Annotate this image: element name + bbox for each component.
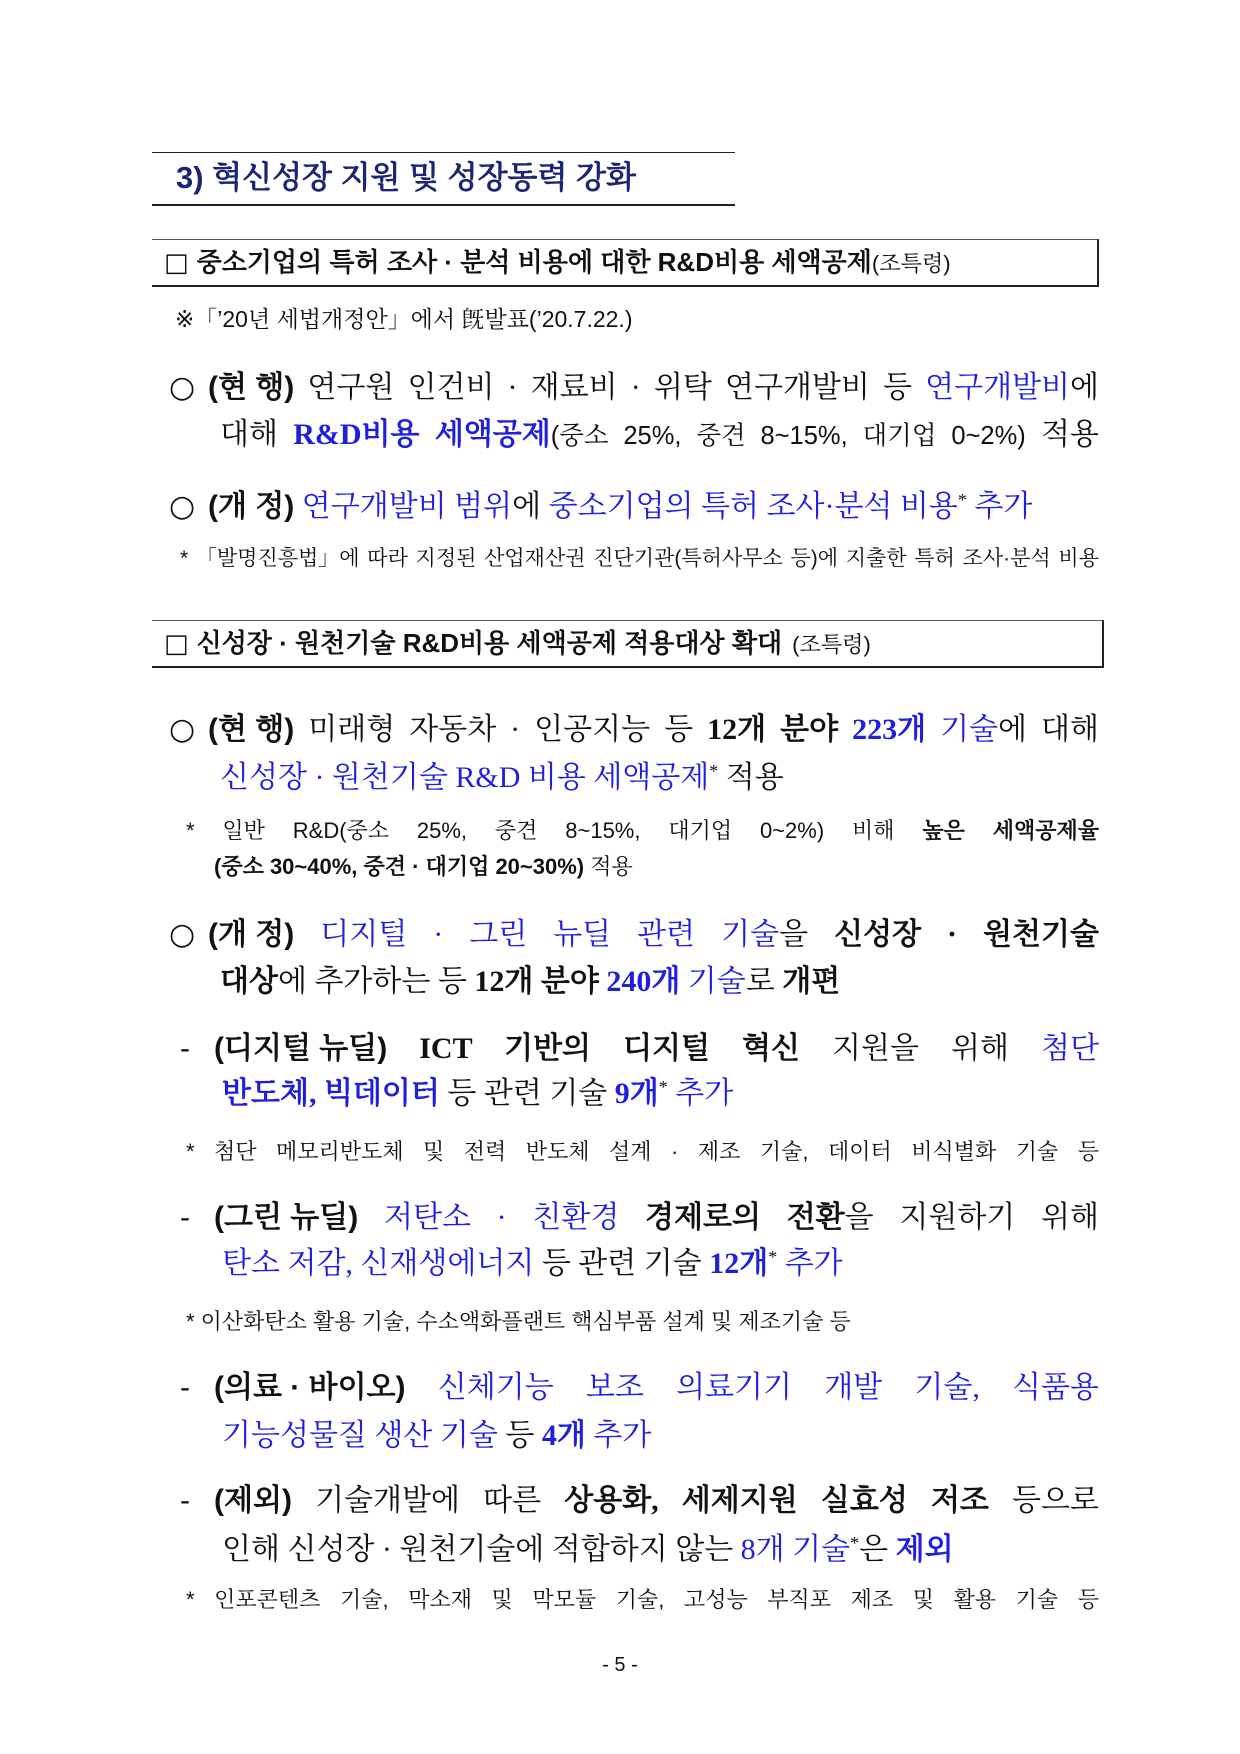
footnote-marker: * <box>709 761 719 782</box>
current-rule-line-1 <box>169 706 1099 753</box>
circle-bullet-icon: ○ <box>169 917 196 952</box>
announcement-note: ※「’20년 세법개정안」에서 旣발표(’20.7.22.) <box>175 306 633 332</box>
topic-header-box <box>152 620 1104 668</box>
footnote: * 첨단 메모리반도체 및 전력 반도체 설계 · 제조 기술, 데이터 비식별화 기술 등 <box>186 1139 1099 1164</box>
body-text: 등 관련 기술 <box>439 1077 615 1110</box>
bold-text: 높은 세액공제율 <box>922 818 1099 843</box>
emphasis-text: 디지털 · 그린 뉴딜 관련 기술 <box>294 918 780 951</box>
body-text: 대해 <box>220 418 294 451</box>
dash-bullet-icon: - <box>180 1032 190 1065</box>
body-text: 을 <box>779 918 835 951</box>
detail-excluded-line-2 <box>222 1526 1099 1573</box>
law-reference: (조특령) <box>792 632 871 657</box>
footnote-line-1 <box>186 814 1099 848</box>
circle-bullet-icon: ○ <box>169 712 196 747</box>
item-label: (현 행) <box>208 713 295 746</box>
bold-text: (중소 30~40%, 중견 · 대기업 20~30%) <box>214 854 585 879</box>
item-label: (제외) <box>214 1484 292 1517</box>
emphasis-text: 중소기업의 특허 조사·분석 비용 <box>548 490 958 523</box>
body-text: 등 관련 기술 <box>534 1247 710 1280</box>
emphasis-text: 추가 <box>585 1419 652 1452</box>
detail-bio-line-2 <box>222 1412 1099 1459</box>
item-label: (의료 · 바이오) <box>214 1371 406 1404</box>
dash-bullet-icon: - <box>180 1201 190 1234</box>
detail-green-line-1 <box>180 1194 1099 1241</box>
emphasis-text: 기술 <box>680 965 746 998</box>
emphasis-text: 4개 <box>541 1419 586 1452</box>
emphasis-text: 223개 <box>838 713 927 746</box>
body-text: 기술개발에 따른 <box>291 1484 565 1517</box>
emphasis-text: 저탄소 · 친환경 <box>358 1201 620 1234</box>
topic-header-box <box>152 239 1099 287</box>
body-text: 로 <box>745 965 783 998</box>
bold-text: 12개 분야 <box>707 713 839 746</box>
emphasis-text: 기술 <box>926 713 999 746</box>
footnote-text: * 일반 R&D(중소 25%, 중견 8~15%, 대기업 0~2%) 비해 <box>186 818 923 843</box>
emphasis-text: 추가 <box>667 1077 734 1110</box>
bold-text: ICT 기반의 디지털 혁신 <box>387 1032 801 1065</box>
emphasis-text: 탄소 저감, 신재생에너지 <box>222 1247 535 1280</box>
footnote-text: 적용 <box>584 854 633 879</box>
revised-rule-line-2 <box>220 958 1099 1005</box>
detail-excluded-line-1 <box>180 1477 1099 1524</box>
bold-text: 대상 <box>220 965 278 998</box>
emphasis-text: 신성장 · 원천기술 R&D 비용 세액공제 <box>220 761 710 794</box>
emphasis-text: 신체기능 보조 의료기기 개발 기술, 식품용 <box>405 1371 1099 1404</box>
emphasis-text: 추가 <box>966 490 1033 523</box>
footnote: * 이산화탄소 활용 기술, 수소액화플랜트 핵심부품 설계 및 제조기술 등 <box>186 1309 851 1334</box>
body-text: 등으로 <box>988 1484 1099 1517</box>
current-rule-line-2 <box>220 411 1099 458</box>
detail-bio-line-1 <box>180 1364 1099 1411</box>
bold-text: 신성장 · 원천기술 <box>834 918 1099 951</box>
bold-text: 개편 <box>782 965 841 998</box>
bold-text: 상용화, 세제지원 실효성 저조 <box>564 1484 989 1517</box>
body-text: 적용 <box>718 761 784 794</box>
emphasis-text: 반도체, 빅데이터 <box>222 1077 440 1110</box>
body-text: 등 <box>497 1419 542 1452</box>
body-text: 인해 신성장 · 원천기술에 적합하지 않는 <box>222 1533 741 1566</box>
current-rule-line-2 <box>220 754 1099 801</box>
bold-text: 경제로의 전환 <box>619 1201 845 1234</box>
law-reference: (조특령) <box>871 251 951 276</box>
body-text: 에 <box>512 490 549 523</box>
item-label: (디지털 뉴딜) <box>214 1032 388 1065</box>
footnote-line-2 <box>214 850 1099 884</box>
emphasis-text: 연구개발비 <box>925 371 1071 404</box>
checkbox-marker-icon: □ <box>164 629 189 659</box>
detail-digital-line-1 <box>180 1025 1099 1072</box>
body-text: 에 추가하는 등 <box>277 965 475 998</box>
page-number: - 5 - <box>602 1654 638 1676</box>
item-label: (그린 뉴딜) <box>214 1201 359 1234</box>
dash-bullet-icon: - <box>180 1484 190 1517</box>
circle-bullet-icon: ○ <box>169 370 196 405</box>
emphasis-text: 8개 기술 <box>740 1533 851 1566</box>
current-rule-line-1 <box>169 364 1099 411</box>
dash-bullet-icon: - <box>180 1371 190 1404</box>
emphasis-text: 12개 <box>709 1247 769 1280</box>
emphasis-text: 첨단 <box>1041 1032 1099 1065</box>
footnote: * 「발명진흥법」에 따라 지정된 산업재산권 진단기관(특허사무소 등)에 지출한 특허 조사·분석 비용 <box>180 547 1099 570</box>
circle-bullet-icon: ○ <box>169 489 196 524</box>
body-text: 을 지원하기 위해 <box>844 1201 1099 1234</box>
bold-text: 12개 분야 <box>474 965 599 998</box>
body-text: 미래형 자동차 · 인공지능 등 <box>294 713 708 746</box>
topic-title: 중소기업의 특허 조사 · 분석 비용에 대한 R&D비용 세액공제 <box>196 247 872 277</box>
emphasis-text: R&D비용 세액공제 <box>293 418 551 451</box>
footnote-marker: * <box>957 490 967 511</box>
paren-note: (중소 25%, 중견 8~15%, 대기업 0~2%) <box>550 422 1026 450</box>
emphasis-text: 제외 <box>895 1533 954 1566</box>
topic-title: 신성장 · 원천기술 R&D비용 세액공제 적용대상 확대 <box>196 628 783 658</box>
emphasis-text: 연구개발비 범위 <box>294 490 513 523</box>
emphasis-text: 기능성물질 생산 기술 <box>222 1419 498 1452</box>
revised-rule-line-1 <box>169 483 1099 530</box>
emphasis-text: 240개 <box>598 965 681 998</box>
item-label: (현 행) <box>208 371 295 404</box>
footnote-marker: * <box>768 1247 778 1268</box>
body-text: 적용 <box>1025 418 1099 451</box>
detail-digital-line-2 <box>222 1070 1099 1117</box>
body-text: 은 <box>859 1533 896 1566</box>
body-text: 연구원 인건비 · 재료비 · 위탁 연구개발비 등 <box>294 371 926 404</box>
footnote-marker: * <box>850 1533 860 1554</box>
body-text: 지원을 위해 <box>800 1032 1042 1065</box>
checkbox-marker-icon: □ <box>164 248 189 278</box>
revised-rule-line-1 <box>169 911 1099 958</box>
item-label: (개 정) <box>208 490 295 523</box>
emphasis-text: 추가 <box>777 1247 843 1280</box>
body-text: 에 대해 <box>998 713 1099 746</box>
footnote-marker: * <box>658 1077 668 1098</box>
section-title: 3) 혁신성장 지원 및 성장동력 강화 <box>152 152 735 206</box>
emphasis-text: 9개 <box>614 1077 659 1110</box>
body-text: 에 <box>1070 371 1099 404</box>
detail-green-line-2 <box>222 1240 1099 1287</box>
footnote: * 인포콘텐츠 기술, 막소재 및 막모듈 기술, 고성능 부직포 제조 및 활용 기술 등 <box>186 1587 1099 1612</box>
item-label: (개 정) <box>208 918 295 951</box>
